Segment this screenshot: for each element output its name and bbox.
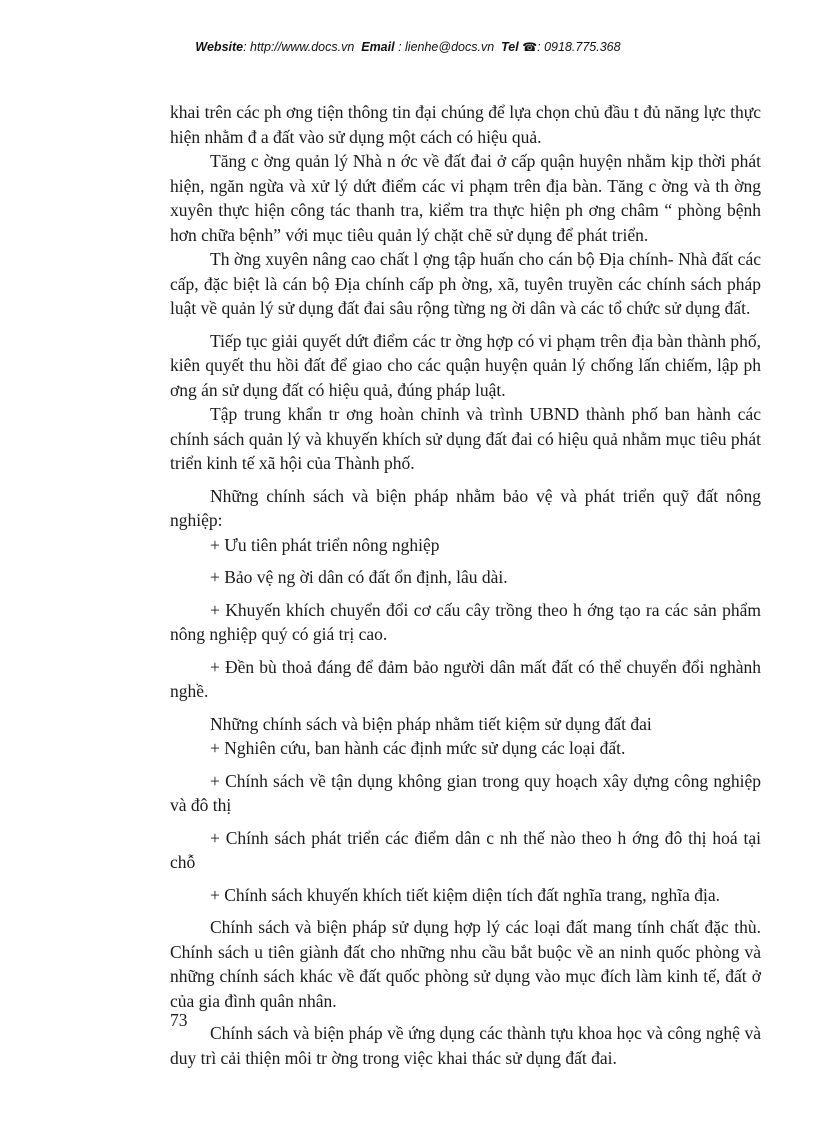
paragraph: Tiếp tục giải quyết dứt điểm các tr ờng hợp có vi phạm trên địa bàn thành phố, kiên quyết thu hồi đất để giao cho các quận huyện quản lý chống lấn chiếm, lập ph ơng án sử dụng đất có hiệu quả, đúng pháp luật.: [170, 330, 761, 400]
tel-label: Tel: [501, 40, 519, 54]
document-body: [170, 100, 761, 1070]
list-item: + Đền bù thoả đáng để đảm bảo người dân mất đất có thể chuyển đổi nghành nghề.: [170, 656, 761, 701]
paragraph: khai trên các ph ơng tiện thông tin đại chúng để lựa chọn chủ đầu t đủ năng lực thực hiện nhằm đ a đất vào sử dụng một cách có hiệu quả.: [170, 102, 761, 147]
paragraph: Những chính sách và biện pháp nhằm tiết kiệm sử dụng đất đai: [210, 713, 652, 734]
list-item: + Bảo vệ ng ời dân có đất ổn định, lâu dài.: [210, 567, 508, 587]
list-item: + Khuyến khích chuyển đổi cơ cấu cây trồng theo h ớng tạo ra các sản phẩm nông nghiệp quý có giá trị cao.: [170, 599, 761, 644]
page-number: 73: [170, 1010, 188, 1030]
list-item: + Chính sách phát triển các điểm dân c nh thế nào theo h ớng đô thị hoá tại chỗ: [170, 827, 761, 872]
paragraph: Chính sách và biện pháp về ứng dụng các thành tựu khoa học và công nghệ và duy trì cải thiện môi tr ờng trong việc khai thác sử dụng đất đai.: [170, 1023, 761, 1068]
email-value: : lienhe@docs.vn: [398, 40, 495, 54]
phone-icon: ☎: [522, 40, 538, 54]
list-item: + Nghiên cứu, ban hành các định mức sử dụng các loại đất.: [210, 738, 626, 758]
email-label: Email: [361, 40, 395, 54]
page-header: [0, 40, 816, 54]
paragraph: Chính sách và biện pháp sử dụng hợp lý các loại đất mang tính chất đặc thù. Chính sách u tiên giành đất cho những nhu cầu bắt buộc về an ninh quốc phòng và những chính sách khác về đất quốc phòng sử dụng vào mục đích làm kinh tế, đất ở của gia đình quân nhân.: [170, 917, 761, 1011]
list-item: + Ưu tiên phát triển nông nghiệp: [210, 534, 440, 555]
paragraph: Tập trung khẩn tr ơng hoàn chỉnh và trình UBND thành phố ban hành các chính sách quản lý và khuyến khích sử dụng đất đai có hiệu quả nhằm mục tiêu phát triển kinh tế xã hội của Thành phố.: [170, 404, 761, 473]
paragraph: Tăng c ờng quản lý Nhà n ớc về đất đai ở cấp quận huyện nhằm kịp thời phát hiện, ngăn ngừa và xử lý dứt điểm các vi phạm trên địa bàn. Tăng c ờng và th ờng xuyên thực hiện công tác thanh tra, kiểm tra thực hiện ph ơng châm “ phòng bệnh hơn chữa bệnh” với mục tiêu quản lý chặt chẽ sử dụng để phát triển.: [170, 151, 761, 245]
website-label: Website: [195, 40, 244, 54]
paragraph: Th ờng xuyên nâng cao chất l ợng tập huấn cho cán bộ Địa chính- Nhà đất các cấp, đặc biệt là cán bộ Địa chính cấp ph ờng, xã, tuyên truyền các chính sách pháp luật về quản lý sử dụng đất đai sâu rộng từng ng ời dân và các tổ chức sử dụng đất.: [170, 249, 761, 318]
tel-value: : 0918.775.368: [537, 40, 621, 54]
paragraph: Những chính sách và biện pháp nhằm bảo vệ và phát triển quỹ đất nông nghiệp:: [170, 485, 761, 530]
list-item: + Chính sách khuyến khích tiết kiệm diện tích đất nghĩa trang, nghĩa địa.: [210, 884, 720, 905]
website-value: : http://www.docs.vn: [243, 40, 355, 54]
list-item: + Chính sách về tận dụng không gian trong quy hoạch xây dựng công nghiệp và đô thị: [170, 770, 761, 815]
